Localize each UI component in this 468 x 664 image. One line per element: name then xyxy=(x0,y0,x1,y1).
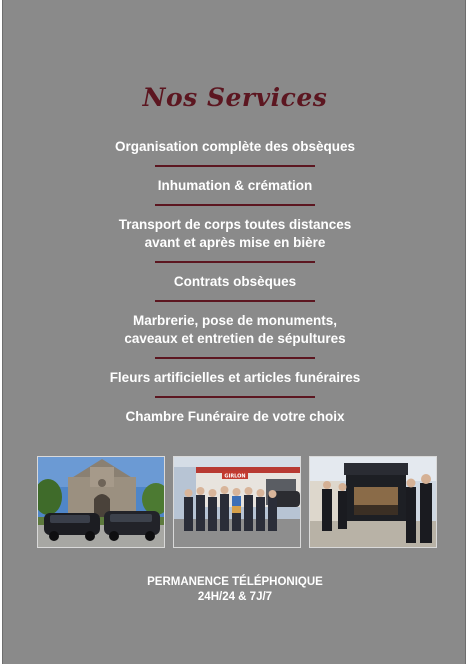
service-item-marbrerie xyxy=(3,312,467,348)
service-text: Inhumation & crémation xyxy=(157,178,313,193)
service-item-fleurs xyxy=(3,369,467,387)
divider xyxy=(155,165,315,167)
divider xyxy=(155,300,315,302)
hearse-staff-photo xyxy=(309,456,437,548)
service-text: caveaux et entretien de sépultures xyxy=(124,331,346,346)
on-call-hours: 24H/24 & 7J/7 xyxy=(197,591,273,603)
service-item-inhumation xyxy=(3,177,467,195)
services-list xyxy=(3,138,467,426)
divider xyxy=(155,261,315,263)
service-text: Contrats obsèques xyxy=(173,274,297,289)
sign-text: GIRLON xyxy=(224,473,246,480)
page-title: Nos Services xyxy=(142,83,328,112)
service-item-transport xyxy=(3,216,467,252)
divider xyxy=(155,396,315,398)
service-text: Chambre Funéraire de votre choix xyxy=(125,409,345,424)
service-text: Fleurs artificielles et articles funéraires xyxy=(109,370,361,385)
church-hearses-photo xyxy=(37,456,165,548)
service-item-contrats xyxy=(3,273,467,291)
on-call-title: PERMANENCE TÉLÉPHONIQUE xyxy=(147,576,323,588)
service-text: Marbrerie, pose de monuments, xyxy=(132,313,338,328)
services-page xyxy=(2,0,466,664)
divider xyxy=(155,204,315,206)
divider xyxy=(155,357,315,359)
service-item-organisation xyxy=(3,138,467,156)
service-text: Organisation complète des obsèques xyxy=(114,139,356,154)
service-text: avant et après mise en bière xyxy=(144,235,326,250)
on-call-notice xyxy=(3,575,467,605)
service-text: Transport de corps toutes distances xyxy=(118,217,352,232)
team-photo xyxy=(173,456,301,548)
photo-strip xyxy=(37,456,437,548)
service-item-chambre xyxy=(3,408,467,426)
